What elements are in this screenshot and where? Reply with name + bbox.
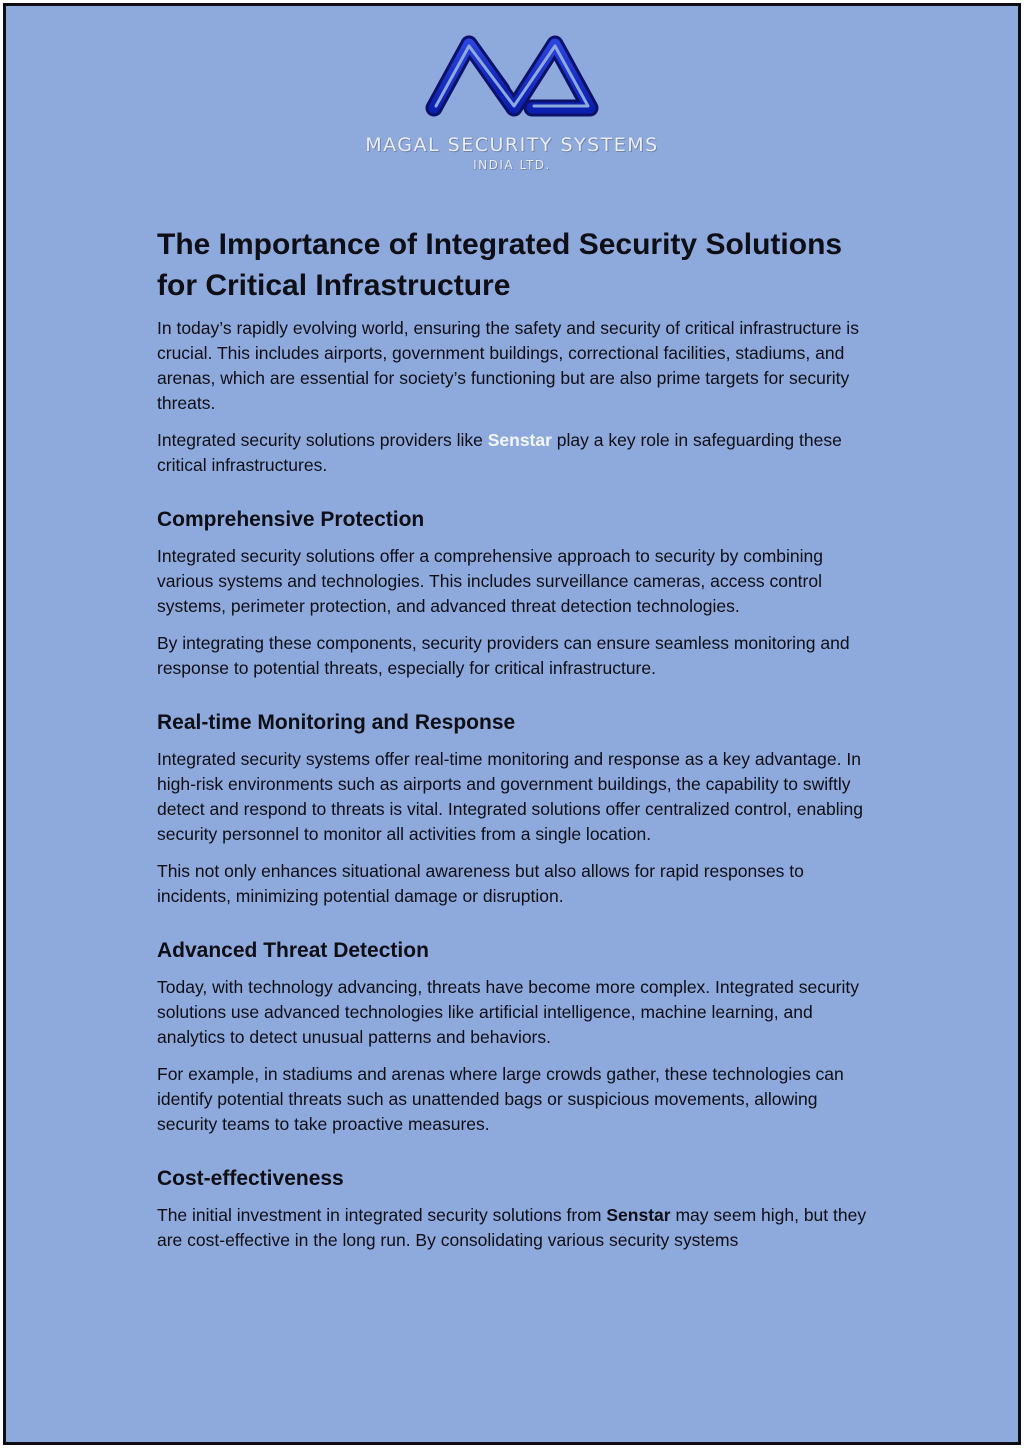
logo-company-name: MAGAL SECURITY SYSTEMS (365, 134, 659, 156)
magal-logo-icon (422, 28, 602, 120)
logo-company-subtitle: INDIA LTD. (473, 158, 551, 172)
section-paragraph: By integrating these components, security providers can ensure seamless monitoring and response to potential threats, especially for critical infrastructure. (157, 633, 850, 678)
intro-text-after-link: play a key role in safeguarding these critical infrastructures. (157, 430, 842, 475)
intro-paragraph-1: In today’s rapidly evolving world, ensuring the safety and security of critical infrastructure is crucial. This includes airports, government buildings, correctional facilities, stadiums, and arenas, which are essential for society’s functioning but are also prime targets for security threats. (157, 318, 859, 413)
section-paragraph: Today, with technology advancing, threats have become more complex. Integrated security solutions use advanced technologies like artificial intelligence, machine learning, and analytics to detect unusual patterns and behaviors. (157, 977, 859, 1047)
senstar-bold-text: Senstar (606, 1205, 671, 1225)
article-title: The Importance of Integrated Security Solutions for Critical Infrastructure (157, 228, 843, 302)
article (157, 224, 879, 1265)
cost-text-before-bold: The initial investment in integrated security solutions from (157, 1205, 607, 1225)
cost-text-after-bold: may seem high, but they are cost-effective in the long run. By consolidating various security systems (157, 1205, 867, 1250)
page-frame (3, 3, 1021, 1445)
section-paragraph: Integrated security systems offer real-time monitoring and response as a key advantage. In high-risk environments such as airports and government buildings, the capability to swiftly detect and respond to threats is vital. Integrated solutions offer centralized control, enabling security personnel to monitor all activities from a single location. (157, 749, 863, 844)
section-paragraph: This not only enhances situational awareness but also allows for rapid responses to incidents, minimizing potential damage or disruption. (157, 861, 804, 906)
senstar-link[interactable]: Senstar (487, 430, 552, 450)
section-paragraph: For example, in stadiums and arenas where large crowds gather, these technologies can identify potential threats such as unattended bags or suspicious movements, allowing security teams to take proactive measures. (157, 1064, 844, 1134)
section-heading-real-time-monitoring: Real-time Monitoring and Response (157, 711, 516, 734)
section-heading-cost-effectiveness: Cost-effectiveness (157, 1167, 344, 1190)
section-paragraph (157, 1203, 879, 1253)
section-heading-advanced-threat-detection: Advanced Threat Detection (157, 939, 429, 962)
section-heading-comprehensive-protection: Comprehensive Protection (157, 508, 425, 531)
intro-paragraph-2 (157, 428, 879, 478)
intro-text-before-link: Integrated security solutions providers like (157, 430, 488, 450)
section-paragraph: Integrated security solutions offer a comprehensive approach to security by combining various systems and technologies. This includes surveillance cameras, access control systems, perimeter protection, and advanced threat detection technologies. (157, 546, 824, 616)
logo (6, 28, 1018, 172)
